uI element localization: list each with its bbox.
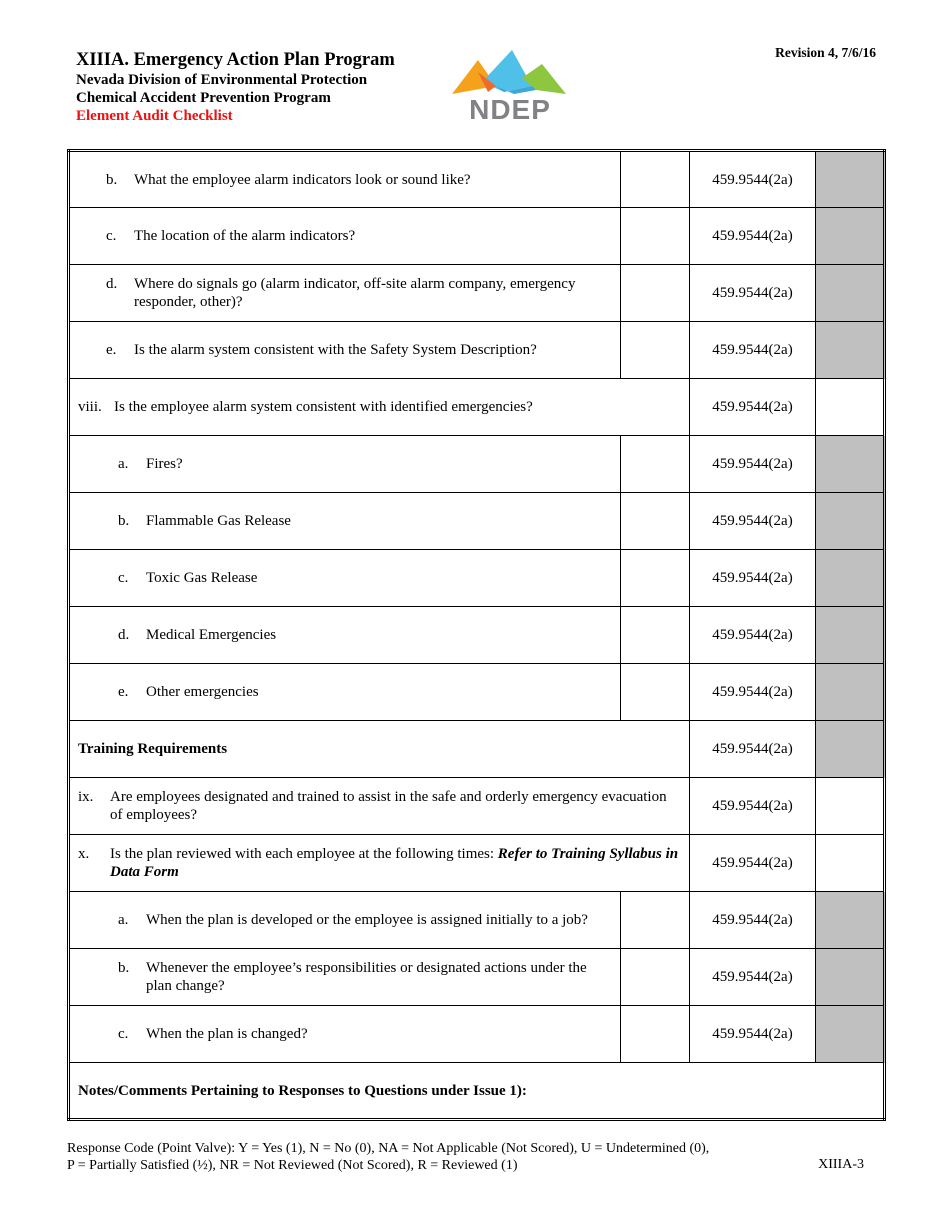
item-emphasis: Refer to Training Syllabus in Data Form bbox=[110, 846, 679, 880]
question-cell bbox=[69, 892, 621, 949]
section-heading: Training Requirements bbox=[69, 721, 690, 778]
table-row bbox=[69, 835, 885, 892]
score-cell bbox=[816, 550, 885, 607]
item-text: The location of the alarm indicators? bbox=[134, 228, 356, 244]
item-label: x. bbox=[78, 846, 90, 862]
item-text: Is the plan reviewed with each employee at the following times: bbox=[110, 846, 498, 862]
response-cell[interactable] bbox=[621, 607, 690, 664]
reference-cell: 459.9544(2a) bbox=[690, 778, 816, 835]
item-text: Toxic Gas Release bbox=[146, 570, 258, 586]
table-row bbox=[69, 778, 885, 835]
reference-cell: 459.9544(2a) bbox=[690, 1006, 816, 1063]
question-cell bbox=[69, 436, 621, 493]
score-cell bbox=[816, 607, 885, 664]
reference-cell: 459.9544(2a) bbox=[690, 721, 816, 778]
reference-cell: 459.9544(2a) bbox=[690, 151, 816, 208]
item-label: b. bbox=[106, 171, 118, 188]
checklist-name: Element Audit Checklist bbox=[76, 108, 233, 124]
score-cell[interactable] bbox=[816, 778, 885, 835]
legend-line-2: P = Partially Satisfied (½), NR = Not Reviewed (Not Scored), R = Reviewed (1) bbox=[67, 1157, 518, 1173]
item-label: c. bbox=[106, 228, 117, 244]
score-cell bbox=[816, 265, 885, 322]
notes-label: Notes/Comments Pertaining to Responses to Questions under Issue 1): bbox=[78, 1083, 527, 1099]
response-cell[interactable] bbox=[621, 151, 690, 208]
response-cell[interactable] bbox=[621, 550, 690, 607]
item-text: Medical Emergencies bbox=[146, 627, 277, 643]
item-label: ix. bbox=[78, 789, 94, 805]
item-text: Where do signals go (alarm indicator, off-site alarm company, emergency responder, other)? bbox=[134, 276, 576, 310]
response-cell[interactable] bbox=[621, 664, 690, 721]
score-cell bbox=[816, 493, 885, 550]
legend-line-1: Response Code (Point Valve): Y = Yes (1), N = No (0), NA = Not Applicable (Not Scored), U = Undetermined (0), bbox=[67, 1141, 710, 1156]
notes-cell[interactable] bbox=[69, 1063, 885, 1120]
question-cell bbox=[69, 322, 621, 379]
table-row bbox=[69, 892, 885, 949]
score-cell[interactable] bbox=[816, 379, 885, 436]
table-row bbox=[69, 493, 885, 550]
table-row bbox=[69, 550, 885, 607]
table-row bbox=[69, 322, 885, 379]
table-row bbox=[69, 607, 885, 664]
item-text: Other emergencies bbox=[146, 684, 259, 700]
reference-cell: 459.9544(2a) bbox=[690, 892, 816, 949]
reference-cell: 459.9544(2a) bbox=[690, 379, 816, 436]
reference-cell: 459.9544(2a) bbox=[690, 322, 816, 379]
item-text: Whenever the employee’s responsibilities or designated actions under the plan change? bbox=[146, 960, 587, 994]
ndep-logo bbox=[452, 46, 570, 126]
score-cell bbox=[816, 721, 885, 778]
question-cell bbox=[69, 493, 621, 550]
document-title: XIIIA. Emergency Action Plan Program bbox=[76, 50, 395, 70]
question-cell bbox=[69, 151, 621, 208]
question-cell bbox=[69, 835, 690, 892]
score-cell[interactable] bbox=[816, 835, 885, 892]
question-cell bbox=[69, 778, 690, 835]
item-text: Is the alarm system consistent with the Safety System Description? bbox=[134, 342, 537, 358]
notes-row bbox=[69, 1063, 885, 1120]
response-cell[interactable] bbox=[621, 436, 690, 493]
table-row bbox=[69, 664, 885, 721]
table-row bbox=[69, 151, 885, 208]
question-cell bbox=[69, 664, 621, 721]
item-label: d. bbox=[106, 276, 118, 292]
reference-cell: 459.9544(2a) bbox=[690, 265, 816, 322]
response-cell[interactable] bbox=[621, 1006, 690, 1063]
score-cell bbox=[816, 1006, 885, 1063]
audit-checklist-table bbox=[67, 149, 886, 1121]
table-row bbox=[69, 208, 885, 265]
score-cell bbox=[816, 436, 885, 493]
table-row bbox=[69, 265, 885, 322]
reference-cell: 459.9544(2a) bbox=[690, 607, 816, 664]
mountains-icon bbox=[452, 46, 570, 98]
reference-cell: 459.9544(2a) bbox=[690, 664, 816, 721]
response-cell[interactable] bbox=[621, 892, 690, 949]
item-text: When the plan is changed? bbox=[146, 1026, 308, 1042]
score-cell bbox=[816, 322, 885, 379]
table-row bbox=[69, 436, 885, 493]
response-cell[interactable] bbox=[621, 949, 690, 1006]
reference-cell: 459.9544(2a) bbox=[690, 550, 816, 607]
item-text: Are employees designated and trained to assist in the safe and orderly emergency evacuation of employees? bbox=[110, 789, 667, 823]
question-cell bbox=[69, 1006, 621, 1063]
response-cell[interactable] bbox=[621, 265, 690, 322]
item-label: e. bbox=[106, 342, 117, 358]
logo-text: NDEP bbox=[469, 94, 551, 125]
score-cell bbox=[816, 949, 885, 1006]
agency-name: Nevada Division of Environmental Protection bbox=[76, 72, 368, 88]
response-cell[interactable] bbox=[621, 322, 690, 379]
question-cell bbox=[69, 949, 621, 1006]
reference-cell: 459.9544(2a) bbox=[690, 493, 816, 550]
score-cell bbox=[816, 151, 885, 208]
item-text: Is the employee alarm system consistent with identified emergencies? bbox=[114, 399, 533, 415]
question-cell bbox=[69, 208, 621, 265]
score-cell bbox=[816, 664, 885, 721]
item-text: When the plan is developed or the employee is assigned initially to a job? bbox=[146, 912, 588, 928]
revision-label: Revision 4, 7/6/16 bbox=[775, 45, 876, 60]
reference-cell: 459.9544(2a) bbox=[690, 436, 816, 493]
reference-cell: 459.9544(2a) bbox=[690, 949, 816, 1006]
item-label: a. bbox=[118, 456, 129, 472]
response-cell[interactable] bbox=[621, 493, 690, 550]
question-cell bbox=[69, 265, 621, 322]
response-cell[interactable] bbox=[621, 208, 690, 265]
item-label: c. bbox=[118, 570, 129, 586]
question-cell bbox=[69, 607, 621, 664]
table-row bbox=[69, 379, 885, 436]
item-label: viii. bbox=[78, 399, 102, 415]
item-label: b. bbox=[118, 960, 130, 976]
page-number: XIIIA-3 bbox=[818, 1157, 864, 1172]
score-cell bbox=[816, 892, 885, 949]
item-label: c. bbox=[118, 1026, 129, 1042]
item-label: a. bbox=[118, 912, 129, 928]
item-text: Fires? bbox=[146, 456, 183, 472]
section-heading-row bbox=[69, 721, 885, 778]
item-text-group bbox=[110, 845, 681, 881]
document-header bbox=[76, 49, 395, 125]
reference-cell: 459.9544(2a) bbox=[690, 835, 816, 892]
item-text: Flammable Gas Release bbox=[146, 513, 291, 529]
item-label: b. bbox=[118, 513, 130, 529]
table-row bbox=[69, 949, 885, 1006]
item-label: d. bbox=[118, 627, 130, 643]
table-row bbox=[69, 1006, 885, 1063]
question-cell bbox=[69, 379, 690, 436]
reference-cell: 459.9544(2a) bbox=[690, 208, 816, 265]
item-label: e. bbox=[118, 684, 129, 700]
response-code-legend bbox=[67, 1141, 709, 1174]
score-cell bbox=[816, 208, 885, 265]
question-cell bbox=[69, 550, 621, 607]
program-name: Chemical Accident Prevention Program bbox=[76, 90, 331, 106]
item-text: What the employee alarm indicators look or sound like? bbox=[134, 171, 471, 188]
